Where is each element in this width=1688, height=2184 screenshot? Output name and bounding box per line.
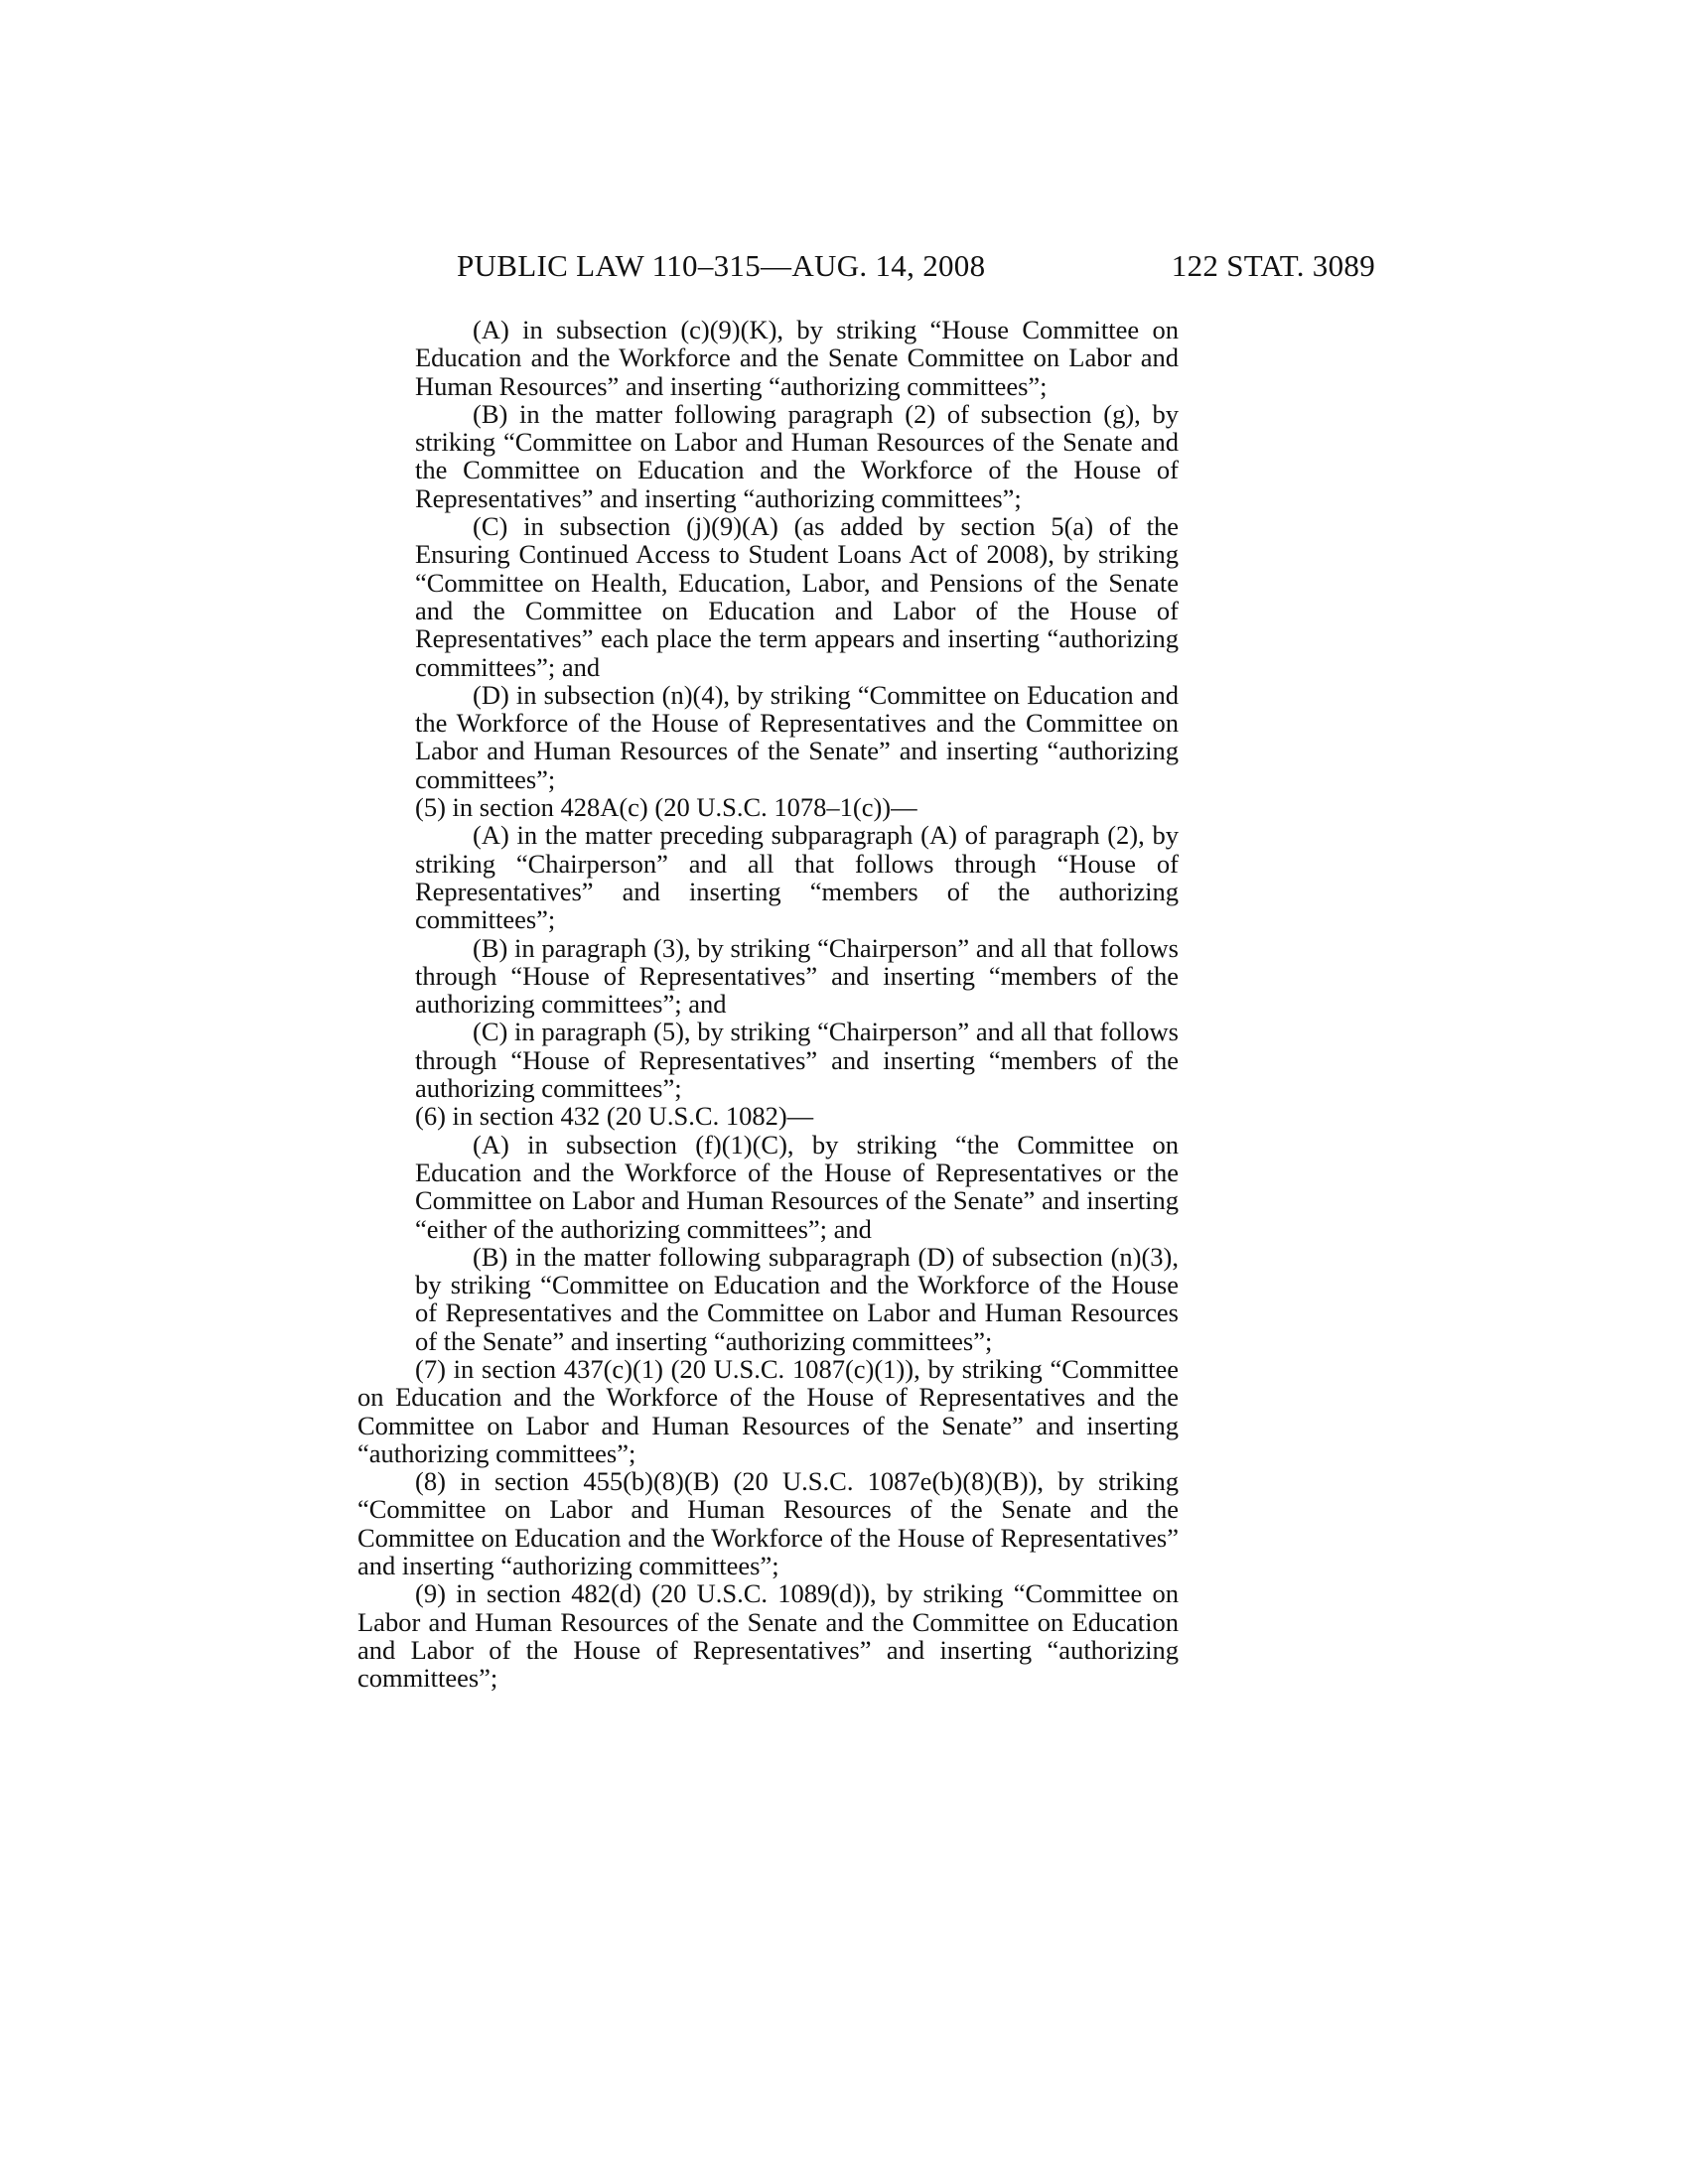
paragraph-5-B: (B) in paragraph (3), by striking “Chairperson” and all that follows through “House of Representatives” and inserting “members of the authorizing committees”; and bbox=[415, 932, 1179, 1020]
paragraph-9: (9) in section 482(d) (20 U.S.C. 1089(d)), by striking “Committee on Labor and Human Resources of the Senate and the Committee on Education and Labor of the House of Representatives” and inserting “authorizing committees”; bbox=[357, 1578, 1179, 1694]
law-citation-header: PUBLIC LAW 110–315—AUG. 14, 2008 bbox=[457, 248, 986, 283]
paragraph-6-B: (B) in the matter following subparagraph (D) of subsection (n)(3), by striking “Committee on Education and the Workforce of the House of Representatives and the Committee on Labor and Human Resources of the Senate” and inserting “authorizing committees”; bbox=[415, 1241, 1179, 1356]
paragraph-4-B: (B) in the matter following paragraph (2) of subsection (g), by striking “Committee on Labor and Human Resources of the Senate and the Committee on Education and the Workforce of the House of Representatives” and inserting “authorizing committees”; bbox=[415, 398, 1179, 513]
paragraph-5: (5) in section 428A(c) (20 U.S.C. 1078–1(c))— bbox=[415, 792, 917, 823]
paragraph-6: (6) in section 432 (20 U.S.C. 1082)— bbox=[415, 1101, 814, 1132]
running-header bbox=[457, 248, 1375, 288]
paragraph-6-A: (A) in subsection (f)(1)(C), by striking “the Committee on Education and the Workforce of the House of Representatives or the Committee on Labor and Human Resources of the Senate” and inserting “either of the authorizing committees”; and bbox=[415, 1129, 1179, 1244]
paragraph-7: (7) in section 437(c)(1) (20 U.S.C. 1087(c)(1)), by striking “Committee on Education and the Workforce of the House of Representatives and the Committee on Labor and Human Resources of the Senate” and inserting “authorizing committees”; bbox=[357, 1353, 1179, 1468]
paragraph-5-A: (A) in the matter preceding subparagraph (A) of paragraph (2), by striking “Chairperson” and all that follows through “House of Representatives” and inserting “members of the authorizing committees”; bbox=[415, 820, 1179, 935]
paragraph-8: (8) in section 455(b)(8)(B) (20 U.S.C. 1087e(b)(8)(B)), by striking “Committee on Labor and Human Resources of the Senate and the Committee on Education and the Workforce of the House of Representatives” and inserting “authorizing committees”; bbox=[357, 1466, 1179, 1581]
paragraph-5-C: (C) in paragraph (5), by striking “Chairperson” and all that follows through “House of Representatives” and inserting “members of the authorizing committees”; bbox=[415, 1017, 1179, 1104]
paragraph-4-D: (D) in subsection (n)(4), by striking “Committee on Education and the Workforce of the House of Representatives and the Committee on Labor and Human Resources of the Senate” and inserting “authorizing committees”; bbox=[415, 679, 1179, 794]
statute-page-number: 122 STAT. 3089 bbox=[1171, 248, 1375, 283]
statute-body bbox=[357, 316, 1179, 1693]
paragraph-4-C: (C) in subsection (j)(9)(A) (as added by section 5(a) of the Ensuring Continued Access to Student Loans Act of 2008), by striking “Committee on Health, Education, Labor, and Pensions of the Senate and the Committee on Education and Labor of the House of Representatives” each place the term appears and inserting “authorizing committees”; and bbox=[415, 511, 1179, 682]
paragraph-4-A: (A) in subsection (c)(9)(K), by striking “House Committee on Education and the Workforce and the Senate Committee on Labor and Human Resources” and inserting “authorizing committees”; bbox=[415, 315, 1179, 401]
